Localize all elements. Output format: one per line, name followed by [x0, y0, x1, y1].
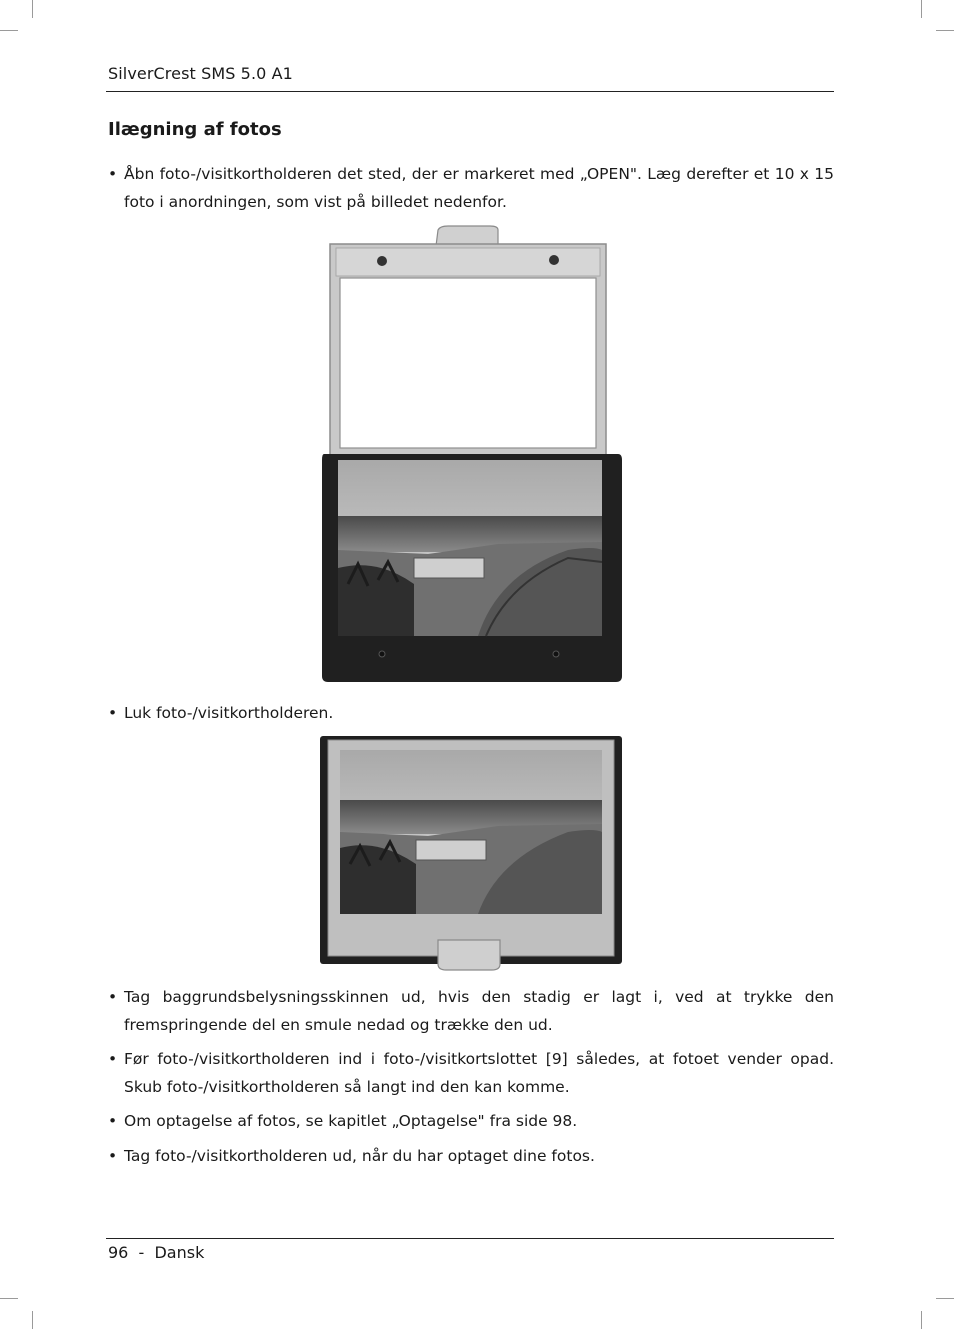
- list-item-text: Tag foto-/visitkortholderen ud, når du har optaget dine fotos.: [124, 1147, 595, 1165]
- crop-mark: [921, 0, 922, 18]
- holder-screw-icon: [377, 256, 387, 266]
- list-item: [108, 160, 834, 216]
- figure-open-holder: [318, 224, 624, 686]
- beach-photo: [338, 460, 602, 636]
- footer-rule: [106, 1238, 834, 1239]
- bullet-glyph: •: [108, 704, 118, 722]
- crop-mark: [921, 1311, 922, 1329]
- holder-tab: [438, 940, 500, 970]
- crop-mark: [936, 30, 954, 31]
- crop-mark: [0, 30, 18, 31]
- photo-slot-empty: [340, 278, 596, 448]
- figure-closed-holder: [318, 734, 624, 974]
- list-item: [108, 983, 834, 1039]
- crop-mark: [32, 1311, 33, 1329]
- list-item-text: Før foto-/visitkortholderen ind i foto-/visitkortslottet [9] således, at fotoet vender opad. Skub foto-/visitkortholderen så langt ind den kan komme.: [124, 1050, 834, 1096]
- list-item-text: Tag baggrundsbelysningsskinnen ud, hvis den stadig er lagt i, ved at trykke den fremspringende del en smule nedad og trække den ud.: [124, 988, 834, 1034]
- crop-mark: [936, 1298, 954, 1299]
- list-item: [108, 1142, 834, 1170]
- list-item-text: Luk foto-/visitkortholderen.: [124, 704, 334, 722]
- holder-tab: [436, 226, 498, 246]
- beach-photo: [340, 750, 602, 914]
- bullet-glyph: •: [108, 988, 118, 1006]
- list-item-text: Om optagelse af fotos, se kapitlet „Optagelse" fra side 98.: [124, 1112, 578, 1130]
- list-item-text: Åbn foto-/visitkortholderen det sted, der er markeret med „OPEN". Læg derefter et 10 x 15 foto i anordningen, som vist på billedet nedenfor.: [124, 165, 834, 211]
- crop-mark: [32, 0, 33, 18]
- list-item: [108, 699, 834, 727]
- header-rule: [106, 91, 834, 92]
- document-header-title: SilverCrest SMS 5.0 A1: [108, 64, 293, 83]
- bullet-glyph: •: [108, 165, 118, 183]
- bullet-glyph: •: [108, 1147, 118, 1165]
- holder-screw-icon: [379, 651, 385, 657]
- bullet-glyph: •: [108, 1112, 118, 1130]
- bullet-glyph: •: [108, 1050, 118, 1068]
- page-number: 96 - Dansk: [108, 1243, 205, 1262]
- list-item: [108, 1107, 834, 1135]
- crop-mark: [0, 1298, 18, 1299]
- section-heading: Ilægning af fotos: [108, 119, 282, 140]
- holder-screw-icon: [553, 651, 559, 657]
- holder-screw-icon: [549, 255, 559, 265]
- list-item: [108, 1045, 834, 1101]
